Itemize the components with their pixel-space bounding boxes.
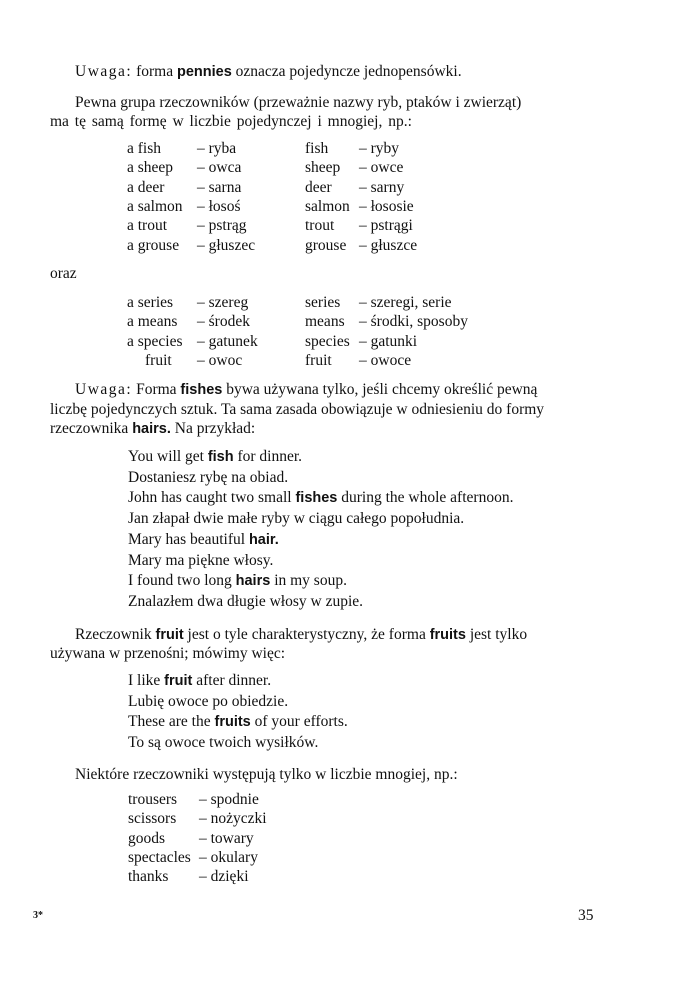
plural-term: fish [305, 140, 329, 157]
example-sentence [128, 733, 318, 752]
plural-term: species [305, 333, 350, 350]
plural-term: series [305, 294, 341, 311]
bold-term: fruits [429, 627, 466, 643]
note-text: rzeczownika [50, 420, 129, 437]
plural-translation: – głuszce [359, 237, 418, 254]
intro-line-2: ma tę samą formę w liczbie pojedynczej i mnogiej, np.: [50, 113, 412, 130]
plural-term: sheep [305, 159, 341, 176]
note-text: bywa używana tylko, jeśli chcemy określić pewną [226, 381, 538, 398]
note-pennies [75, 62, 462, 82]
singular-term: a trout [127, 217, 168, 234]
example-text: Dostaniesz rybę na obiad. [128, 469, 289, 486]
singular-term: a species [127, 333, 183, 350]
example-text: in my soup. [274, 572, 347, 589]
example-sentence [128, 447, 302, 467]
singular-term: a series [127, 294, 174, 311]
example-sentence [128, 509, 464, 528]
oraz-label: oraz [50, 265, 77, 282]
plural-term: grouse [305, 237, 347, 254]
note-fishes-line-2: liczbę pojedynczych sztuk. Ta sama zasada obowiązuje w odniesieniu do formy [50, 401, 545, 418]
example-text: These are the [128, 713, 211, 730]
para-text: Rzeczownik [75, 626, 152, 643]
example-sentence [128, 530, 279, 550]
plural-only-translation: – okulary [199, 849, 258, 866]
example-text: I like [128, 672, 161, 689]
plural-term: fruit [305, 352, 332, 369]
example-sentence [128, 692, 288, 711]
intro-line-1: Pewna grupa rzeczowników (przeważnie nazwy ryb, ptaków i zwierząt) [75, 94, 522, 111]
singular-translation: – owoc [197, 352, 243, 369]
bold-term: hairs [235, 573, 271, 589]
plural-only-term: trousers [128, 791, 178, 808]
singular-translation: – pstrąg [197, 217, 247, 234]
plural-term: deer [305, 179, 332, 196]
plural-term: trout [305, 217, 335, 234]
example-text: of your efforts. [254, 713, 348, 730]
plural-only-term: goods [128, 830, 166, 847]
example-sentence [128, 551, 273, 570]
note-text: forma [136, 63, 174, 80]
bold-term: fishes [295, 490, 338, 506]
bold-term: pennies [176, 64, 232, 80]
fruit-para-line-2: używana w przenośni; mówimy więc: [50, 645, 286, 662]
plural-only-translation: – dzięki [199, 868, 249, 885]
bold-term: fishes [180, 382, 223, 398]
example-text: for dinner. [237, 448, 303, 465]
page-number: 35 [578, 907, 594, 924]
bold-term: fruits [214, 714, 251, 730]
singular-translation: – szereg [197, 294, 249, 311]
singular-translation: – owca [197, 159, 242, 176]
note-text: Forma [136, 381, 177, 398]
note-text: oznacza pojedyncze jednopensówki. [235, 63, 462, 80]
singular-translation: – gatunek [197, 333, 258, 350]
example-sentence [128, 592, 363, 611]
plural-translation: – szeregi, serie [359, 294, 452, 311]
bold-term: fruit [164, 673, 193, 689]
plural-translation: – pstrągi [359, 217, 413, 234]
example-sentence [128, 671, 271, 691]
signature-mark: 3* [33, 910, 43, 921]
singular-term: a sheep [127, 159, 174, 176]
plural-translation: – owoce [359, 352, 412, 369]
example-text: after dinner. [196, 672, 272, 689]
example-sentence [128, 468, 288, 487]
note-text: Na przykład: [174, 420, 256, 437]
example-text: Mary ma piękne włosy. [128, 552, 274, 569]
example-text: You will get [128, 448, 204, 465]
example-text: John has caught two small [128, 489, 292, 506]
note-label: Uwaga: [75, 381, 133, 398]
example-text: I found two long [128, 572, 232, 589]
bold-term: fish [207, 449, 234, 465]
singular-term: a fish [127, 140, 162, 157]
fruit-para-line-1 [75, 625, 527, 645]
note-label: Uwaga: [75, 63, 133, 80]
singular-translation: – środek [197, 313, 250, 330]
plural-translation: – gatunki [359, 333, 418, 350]
singular-translation: – głuszec [197, 237, 256, 254]
example-text: Jan złapał dwie małe ryby w ciągu całego popołudnia. [128, 510, 465, 527]
singular-term: a grouse [127, 237, 180, 254]
singular-term: a means [127, 313, 178, 330]
example-text: Lubię owoce po obiedzie. [128, 693, 289, 710]
plural-only-translation: – towary [199, 830, 254, 847]
para-text: jest tylko [469, 626, 528, 643]
note-fishes-line-1 [75, 380, 537, 400]
bold-term: hairs. [132, 421, 171, 437]
singular-translation: – ryba [197, 140, 237, 157]
bold-term: fruit [155, 627, 184, 643]
example-sentence [128, 712, 348, 732]
plural-only-term: spectacles [128, 849, 191, 866]
plural-term: means [305, 313, 345, 330]
plural-only-term: scissors [128, 810, 177, 827]
singular-term: fruit [145, 352, 172, 369]
plural-term: salmon [305, 198, 350, 215]
singular-term: a salmon [127, 198, 183, 215]
singular-translation: – łosoś [197, 198, 241, 215]
example-text: Mary has beautiful [128, 531, 246, 548]
example-text: Znalazłem dwa długie włosy w zupie. [128, 593, 364, 610]
plural-only-intro: Niektóre rzeczowniki występują tylko w liczbie mnogiej, np.: [75, 766, 458, 783]
plural-only-term: thanks [128, 868, 169, 885]
singular-translation: – sarna [197, 179, 242, 196]
example-sentence [128, 571, 347, 591]
bold-term: hair. [248, 532, 279, 548]
example-text: during the whole afternoon. [341, 489, 514, 506]
para-text: jest o tyle charakterystyczny, że forma [187, 626, 426, 643]
note-fishes-line-3 [50, 419, 255, 439]
plural-only-translation: – nożyczki [199, 810, 267, 827]
singular-term: a deer [127, 179, 165, 196]
plural-translation: – ryby [359, 140, 400, 157]
plural-only-translation: – spodnie [199, 791, 259, 808]
example-sentence [128, 488, 513, 508]
plural-translation: – sarny [359, 179, 405, 196]
example-text: To są owoce twoich wysiłków. [128, 734, 319, 751]
plural-translation: – owce [359, 159, 404, 176]
plural-translation: – łososie [359, 198, 414, 215]
plural-translation: – środki, sposoby [359, 313, 468, 330]
